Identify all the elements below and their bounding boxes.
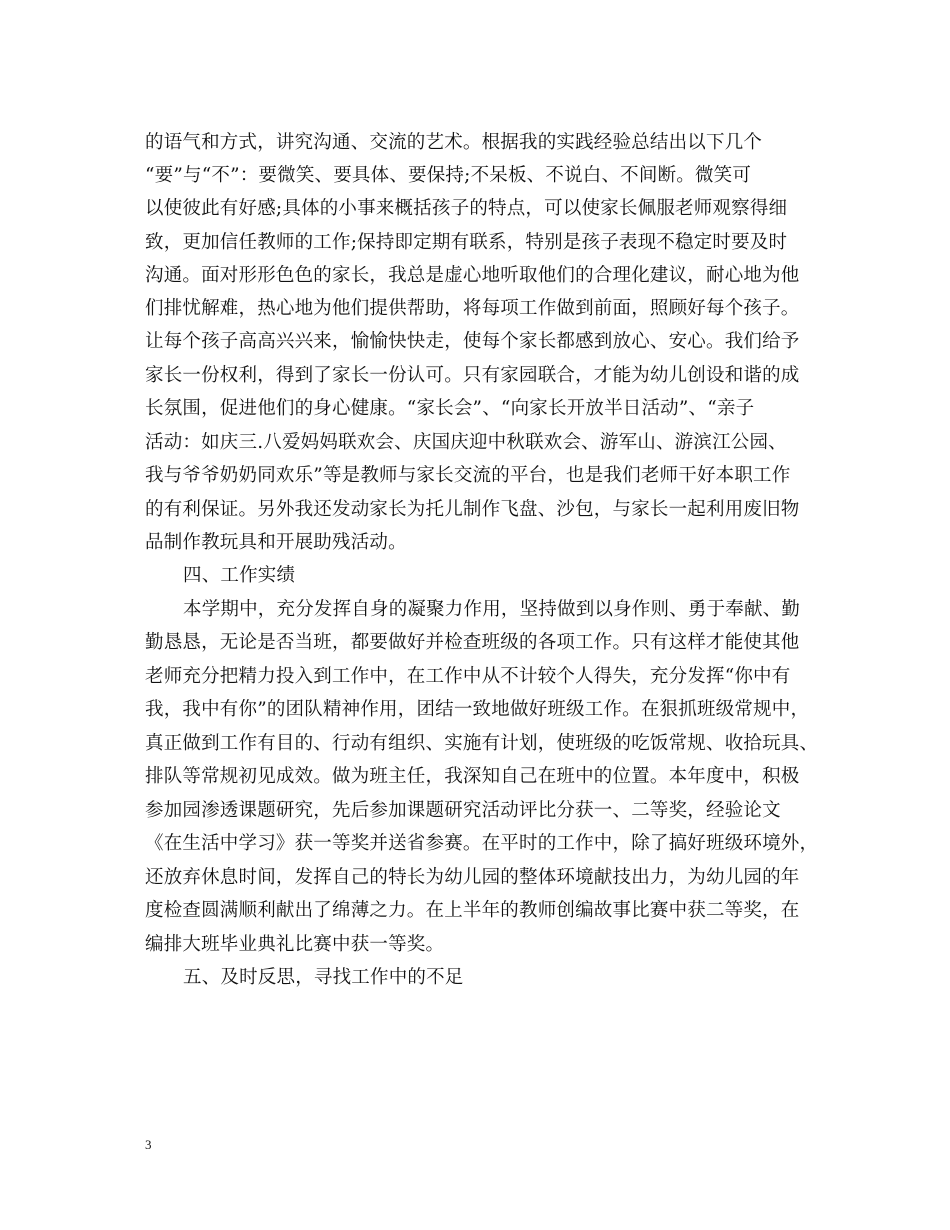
body-text-line: 的语气和方式，讲究沟通、交流的艺术。根据我的实践经验总结出以下几个	[145, 132, 763, 153]
body-text-line: 家长一份权利，得到了家长一份认可。只有家园联合，才能为幼儿创设和谐的成	[145, 365, 800, 386]
body-text-line: 真正做到工作有目的、行动有组织、实施有计划，使班级的吃饭常规、收拾玩具、	[145, 733, 819, 754]
body-text-line: 本学期中，充分发挥自身的凝聚力作用，坚持做到以身作则、勇于奉献、勤	[183, 599, 801, 620]
body-text-line: 老师充分把精力投入到工作中，在工作中从不计较个人得失，充分发挥“你中有	[145, 666, 791, 687]
body-text-line: 以使彼此有好感;具体的小事来概括孩子的特点，可以使家长佩服老师观察得细	[145, 198, 788, 219]
body-text-line: 让每个孩子高高兴兴来，愉愉快快走，使每个家长都感到放心、安心。我们给予	[145, 331, 800, 352]
body-text-line: 我与爷爷奶奶同欢乐”等是教师与家长交流的平台，也是我们老师干好本职工作	[145, 465, 791, 486]
body-text-line: 编排大班毕业典礼比赛中获一等奖。	[145, 934, 445, 955]
body-text-line: 致，更加信任教师的工作;保持即定期有联系，特别是孩子表现不稳定时要及时	[145, 232, 788, 253]
body-text-line: 《在生活中学习》获一等奖并送省参赛。在平时的工作中，除了搞好班级环境外，	[145, 833, 819, 854]
body-text-line: 沟通。面对形形色色的家长，我总是虚心地听取他们的合理化建议，耐心地为他	[145, 265, 800, 286]
body-text-line: 参加园渗透课题研究，先后参加课题研究活动评比分获一、二等奖，经验论文	[145, 800, 781, 821]
body-text-line: 品制作教玩具和开展助残活动。	[145, 532, 407, 553]
body-text-line: 勤恳恳，无论是否当班，都要做好并检查班级的各项工作。只有这样才能使其他	[145, 632, 800, 653]
section-heading: 四、工作实绩	[183, 565, 296, 586]
body-text-line: 长氛围，促进他们的身心健康。“家长会”、“向家长开放半日活动”、“亲子	[145, 398, 755, 419]
page-number: 3	[145, 1137, 152, 1152]
body-text-line: 还放弃休息时间，发挥自己的特长为幼儿园的整体环境献技出力，为幼儿园的年	[145, 867, 800, 888]
body-text-line: 我，我中有你”的团队精神作用，团结一致地做好班级工作。在狠抓班级常规中，	[145, 699, 810, 720]
body-text-line: 们排忧解难，热心地为他们提供帮助，将每项工作做到前面，照顾好每个孩子。	[145, 298, 800, 319]
body-text-line: 度检查圆满顺利献出了绵薄之力。在上半年的教师创编故事比赛中获二等奖，在	[145, 900, 800, 921]
body-text-line: 活动：如庆三.八爱妈妈联欢会、庆国庆迎中秋联欢会、游军山、游滨江公园、	[145, 432, 787, 453]
body-text-line: 排队等常规初见成效。做为班主任，我深知自己在班中的位置。本年度中，积极	[145, 766, 800, 787]
body-text-line: 的有利保证。另外我还发动家长为托儿制作飞盘、沙包，与家长一起利用废旧物	[145, 499, 800, 520]
body-text-line: “要”与“不”：要微笑、要具体、要保持;不呆板、不说白、不间断。微笑可	[145, 165, 752, 186]
section-heading: 五、及时反思，寻找工作中的不足	[183, 967, 464, 988]
